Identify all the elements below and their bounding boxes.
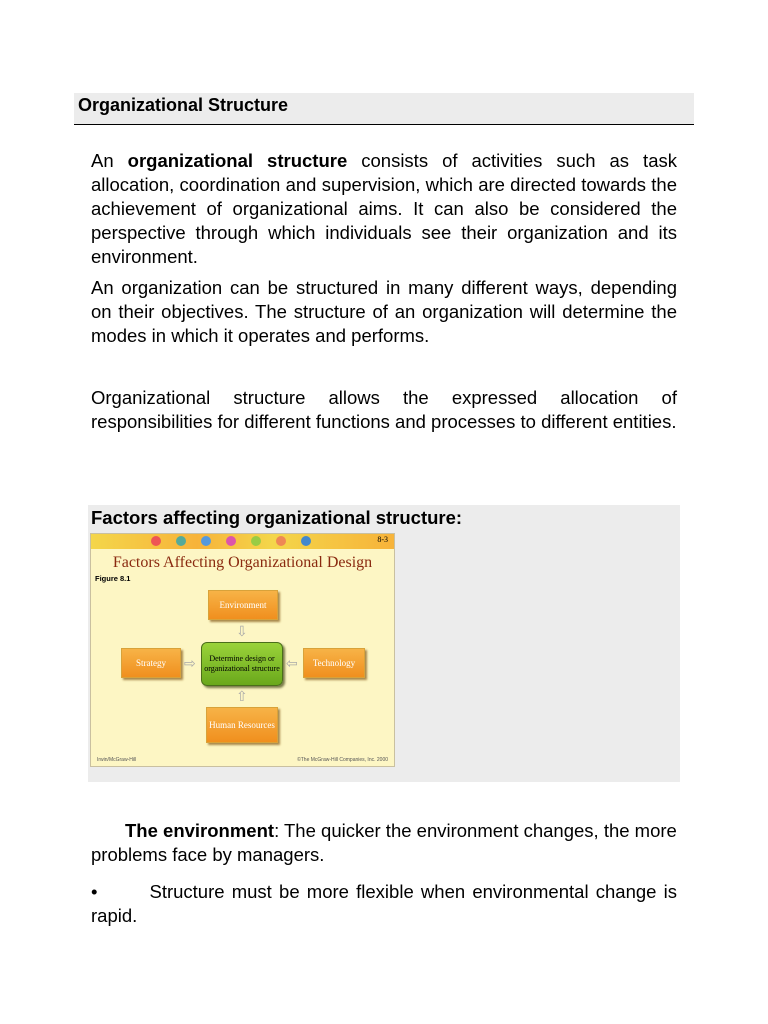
decor-dot xyxy=(151,536,161,546)
down-arrow-icon: ⇩ xyxy=(236,623,248,639)
bullet-text: Structure must be more flexible when environmental change is rapid. xyxy=(91,881,677,926)
p1-bold-term: organizational structure xyxy=(127,150,348,171)
section-heading xyxy=(74,93,694,125)
decor-dot xyxy=(226,536,236,546)
up-arrow-icon: ⇧ xyxy=(236,688,248,704)
environment-bold-term: The environment xyxy=(125,820,275,841)
p1-pre: An xyxy=(91,150,128,171)
factors-title: Factors affecting organizational structure: xyxy=(91,507,463,528)
decor-dot xyxy=(251,536,261,546)
bullet-marker: • xyxy=(91,881,98,902)
decor-dot xyxy=(276,536,286,546)
human-resources-box: Human Resources xyxy=(206,707,278,743)
slide-header-band xyxy=(91,534,394,549)
section-heading-text: Organizational Structure xyxy=(78,95,289,115)
paragraph-environment xyxy=(91,819,677,867)
bullet-item xyxy=(91,880,677,928)
p1-rest: consists of activities such as task allocation, coordination and supervision, which are directed towards the achievement of organizational aims. It can also be considered the perspective through which individuals see their organization and its environment. xyxy=(91,150,677,267)
environment-rest: : The quicker the environment changes, the more problems face by managers. xyxy=(91,820,677,865)
paragraph-definition xyxy=(91,149,677,269)
factors-slide-image xyxy=(90,533,395,767)
right-arrow-icon: ⇨ xyxy=(184,655,196,671)
strategy-box: Strategy xyxy=(121,648,181,678)
slide-number: 8-3 xyxy=(377,535,388,544)
left-arrow-icon: ⇦ xyxy=(286,655,298,671)
slide-footer-left: Irwin/McGraw-Hill xyxy=(97,757,137,763)
decor-dot xyxy=(201,536,211,546)
decor-dot xyxy=(176,536,186,546)
slide-title: Factors Affecting Organizational Design xyxy=(112,554,373,571)
center-design-box: Determine design or organizational structure xyxy=(201,642,283,686)
decor-dot xyxy=(301,536,311,546)
environment-box: Environment xyxy=(208,590,278,620)
figure-label: Figure 8.1 xyxy=(95,574,131,583)
paragraph-allocation: Organizational structure allows the expressed allocation of responsibilities for different functions and processes to different entities. xyxy=(91,387,677,432)
paragraph-structure-ways: An organization can be structured in many different ways, depending on their objectives. The structure of an organization will determine the modes in which it operates and performs. xyxy=(91,277,677,346)
technology-box: Technology xyxy=(303,648,365,678)
slide-footer-right: ©The McGraw-Hill Companies, Inc. 2000 xyxy=(297,757,388,763)
factors-section xyxy=(88,505,680,782)
